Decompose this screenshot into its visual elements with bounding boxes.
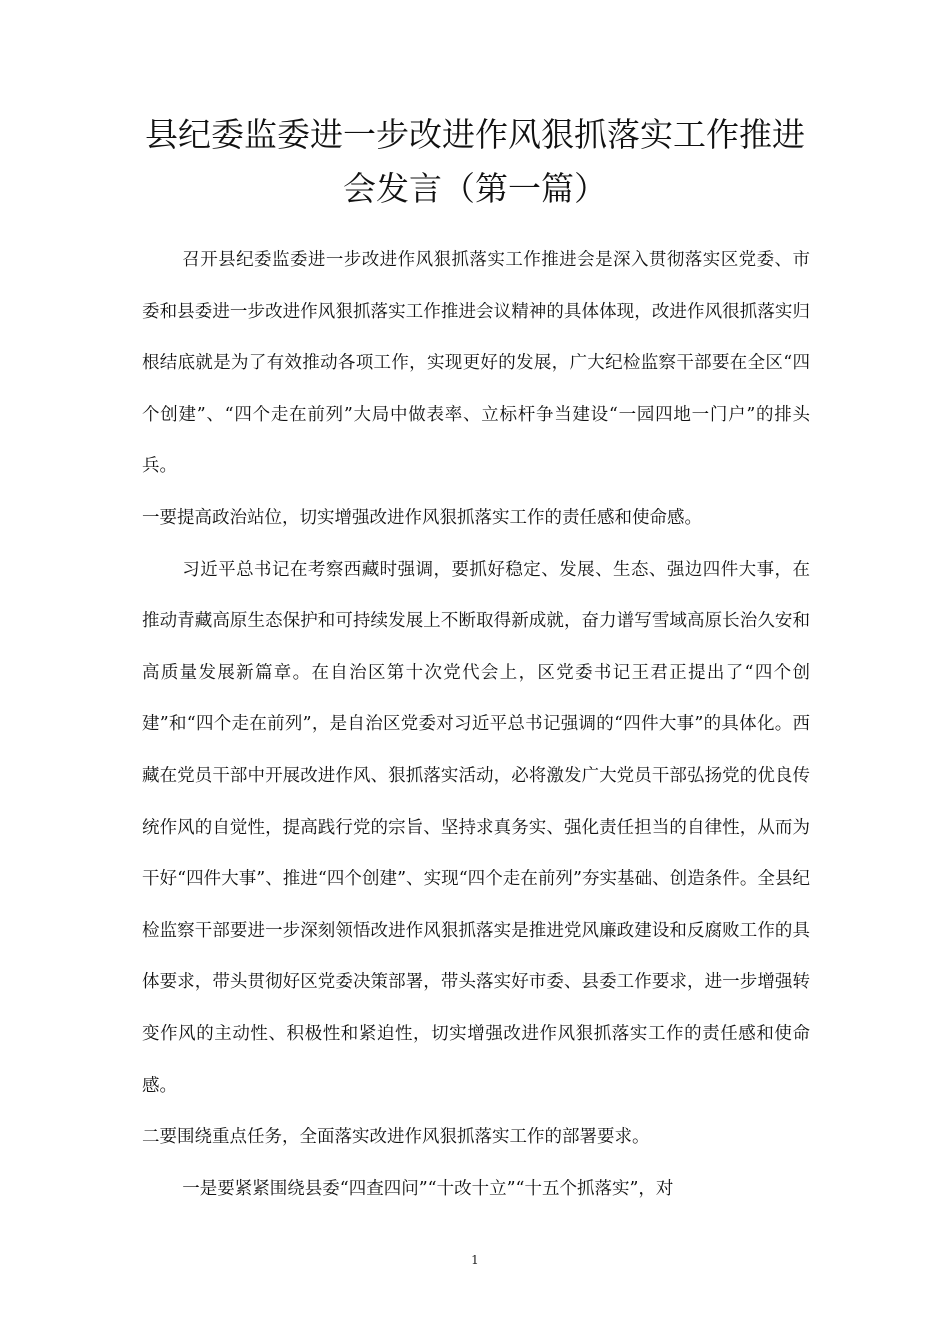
paragraph-section-1: 习近平总书记在考察西藏时强调，要抓好稳定、发展、生态、强边四件大事，在推动青藏高原生态保护和可持续发展上不断取得新成就，奋力谱写雪域高原长治久安和高质量发展新篇章。在自治区第十次党代会上，区党委书记王君正提出了“四个创建”和“四个走在前列”，是自治区党委对习近平总书记强调的“四件大事”的具体化。西藏在党员干部中开展改进作风、狠抓落实活动，必将激发广大党员干部弘扬党的优良传统作风的自觉性，提高践行党的宗旨、坚持求真务实、强化责任担当的自律性，从而为干好“四件大事”、推进“四个创建”、实现“四个走在前列”夯实基础、创造条件。全县纪检监察干部要进一步深刻领悟改进作风狠抓落实是推进党风廉政建设和反腐败工作的具体要求，带头贯彻好区党委决策部署，带头落实好市委、县委工作要求，进一步增强转变作风的主动性、积极性和紧迫性，切实增强改进作风狠抓落实工作的责任感和使命感。 <box>142 559 810 1096</box>
document-title <box>140 108 810 216</box>
title-line-1: 县纪委监委进一步改进作风狠抓落实工作推进 <box>145 115 805 154</box>
section-heading-2: 二要围绕重点任务，全面落实改进作风狠抓落实工作的部署要求。 <box>142 1127 650 1148</box>
page-number: 1 <box>471 1253 479 1267</box>
title-line-2: 会发言（第一篇） <box>343 169 607 208</box>
document-body <box>142 235 810 1215</box>
paragraph-intro: 召开县纪委监委进一步改进作风狠抓落实工作推进会是深入贯彻落实区党委、市委和县委进一步改进作风狠抓落实工作推进会议精神的具体体现，改进作风很抓落实归根结底就是为了有效推动各项工作，实现更好的发展，广大纪检监察干部要在全区“四个创建”、“四个走在前列”大局中做表率、立标杆争当建设“一园四地一门户”的排头兵。 <box>142 250 810 477</box>
section-heading-1: 一要提高政治站位，切实增强改进作风狠抓落实工作的责任感和使命感。 <box>142 507 702 528</box>
paragraph-section-2: 一是要紧紧围绕县委“四查四问”“十改十立”“十五个抓落实”，对 <box>182 1178 674 1199</box>
